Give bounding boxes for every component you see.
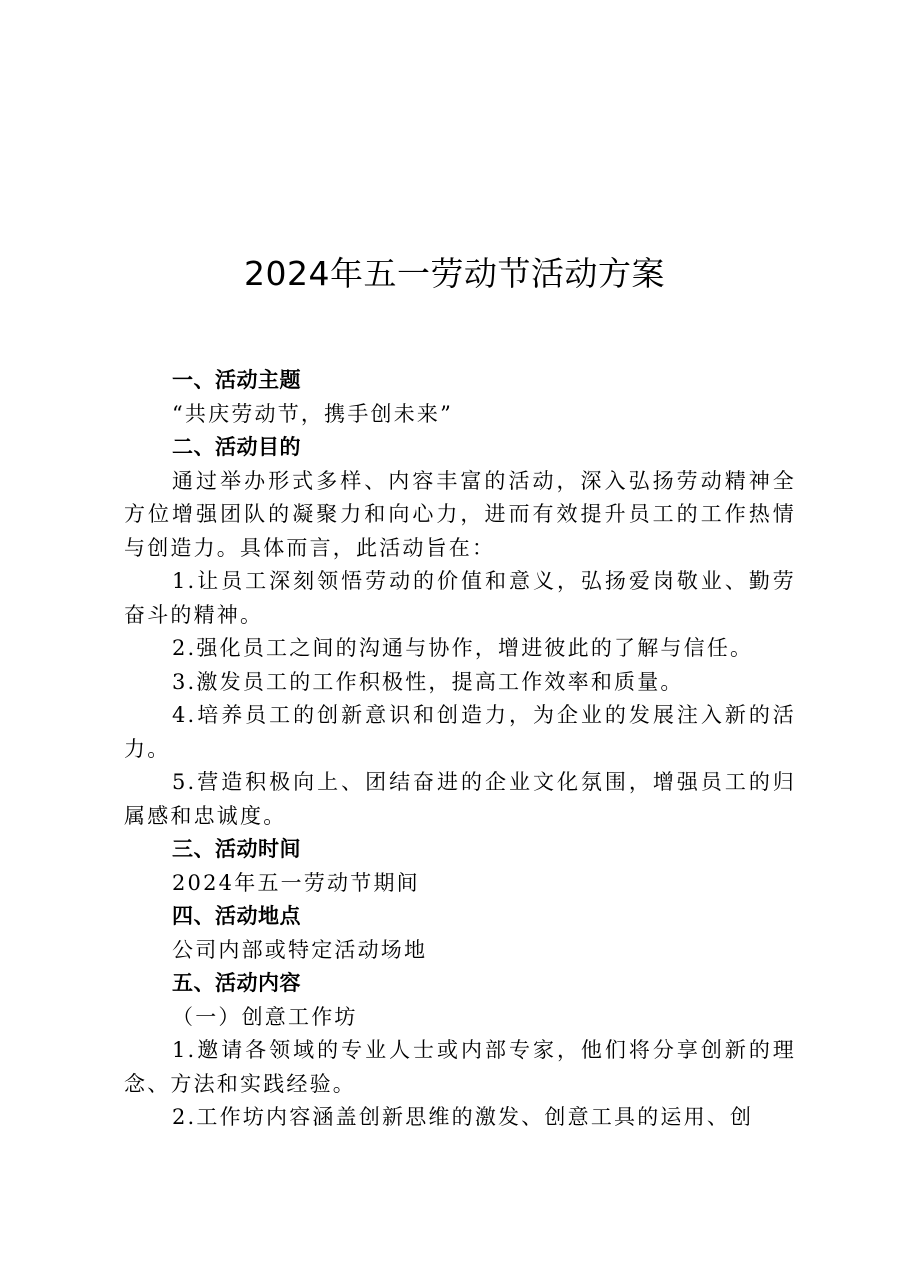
section-heading-theme: 一、活动主题 <box>172 368 301 392</box>
paragraph-purpose-item-5: 5.营造积极向上、团结奋进的企业文化氛围，增强员工的归属感和忠诚度。 <box>124 770 796 828</box>
document-body <box>124 364 796 1135</box>
paragraph-workshop-item-1: 1.邀请各领域的专业人士或内部专家，他们将分享创新的理念、方法和实践经验。 <box>124 1038 796 1096</box>
paragraph-purpose-item-1: 1.让员工深刻领悟劳动的价值和意义，弘扬爱岗敬业、勤劳奋斗的精神。 <box>124 569 796 627</box>
section-heading-location: 四、活动地点 <box>172 904 301 928</box>
paragraph-purpose-intro: 通过举办形式多样、内容丰富的活动，深入弘扬劳动精神全方位增强团队的凝聚力和向心力，进而有效提升员工的工作热情与创造力。具体而言，此活动旨在： <box>124 468 796 560</box>
paragraph-time: 2024年五一劳动节期间 <box>172 870 420 895</box>
document-title: 2024年五一劳动节活动方案 <box>244 254 665 293</box>
paragraph-purpose-item-2: 2.强化员工之间的沟通与协作，增进彼此的了解与信任。 <box>172 636 754 660</box>
paragraph-workshop-item-2: 2.工作坊内容涵盖创新思维的激发、创意工具的运用、创 <box>172 1105 754 1129</box>
section-heading-time: 三、活动时间 <box>172 837 301 861</box>
paragraph-purpose-item-4: 4.培养员工的创新意识和创造力，为企业的发展注入新的活力。 <box>124 703 796 761</box>
section-heading-purpose: 二、活动目的 <box>172 435 301 459</box>
paragraph-theme-slogan: “共庆劳动节，携手创未来” <box>172 401 454 426</box>
paragraph-location: 公司内部或特定活动场地 <box>172 937 428 962</box>
paragraph-purpose-item-3: 3.激发员工的工作积极性，提高工作效率和质量。 <box>172 669 684 694</box>
section-heading-content: 五、活动内容 <box>172 971 301 995</box>
subsection-heading-workshop: （一）创意工作坊 <box>172 1004 358 1029</box>
